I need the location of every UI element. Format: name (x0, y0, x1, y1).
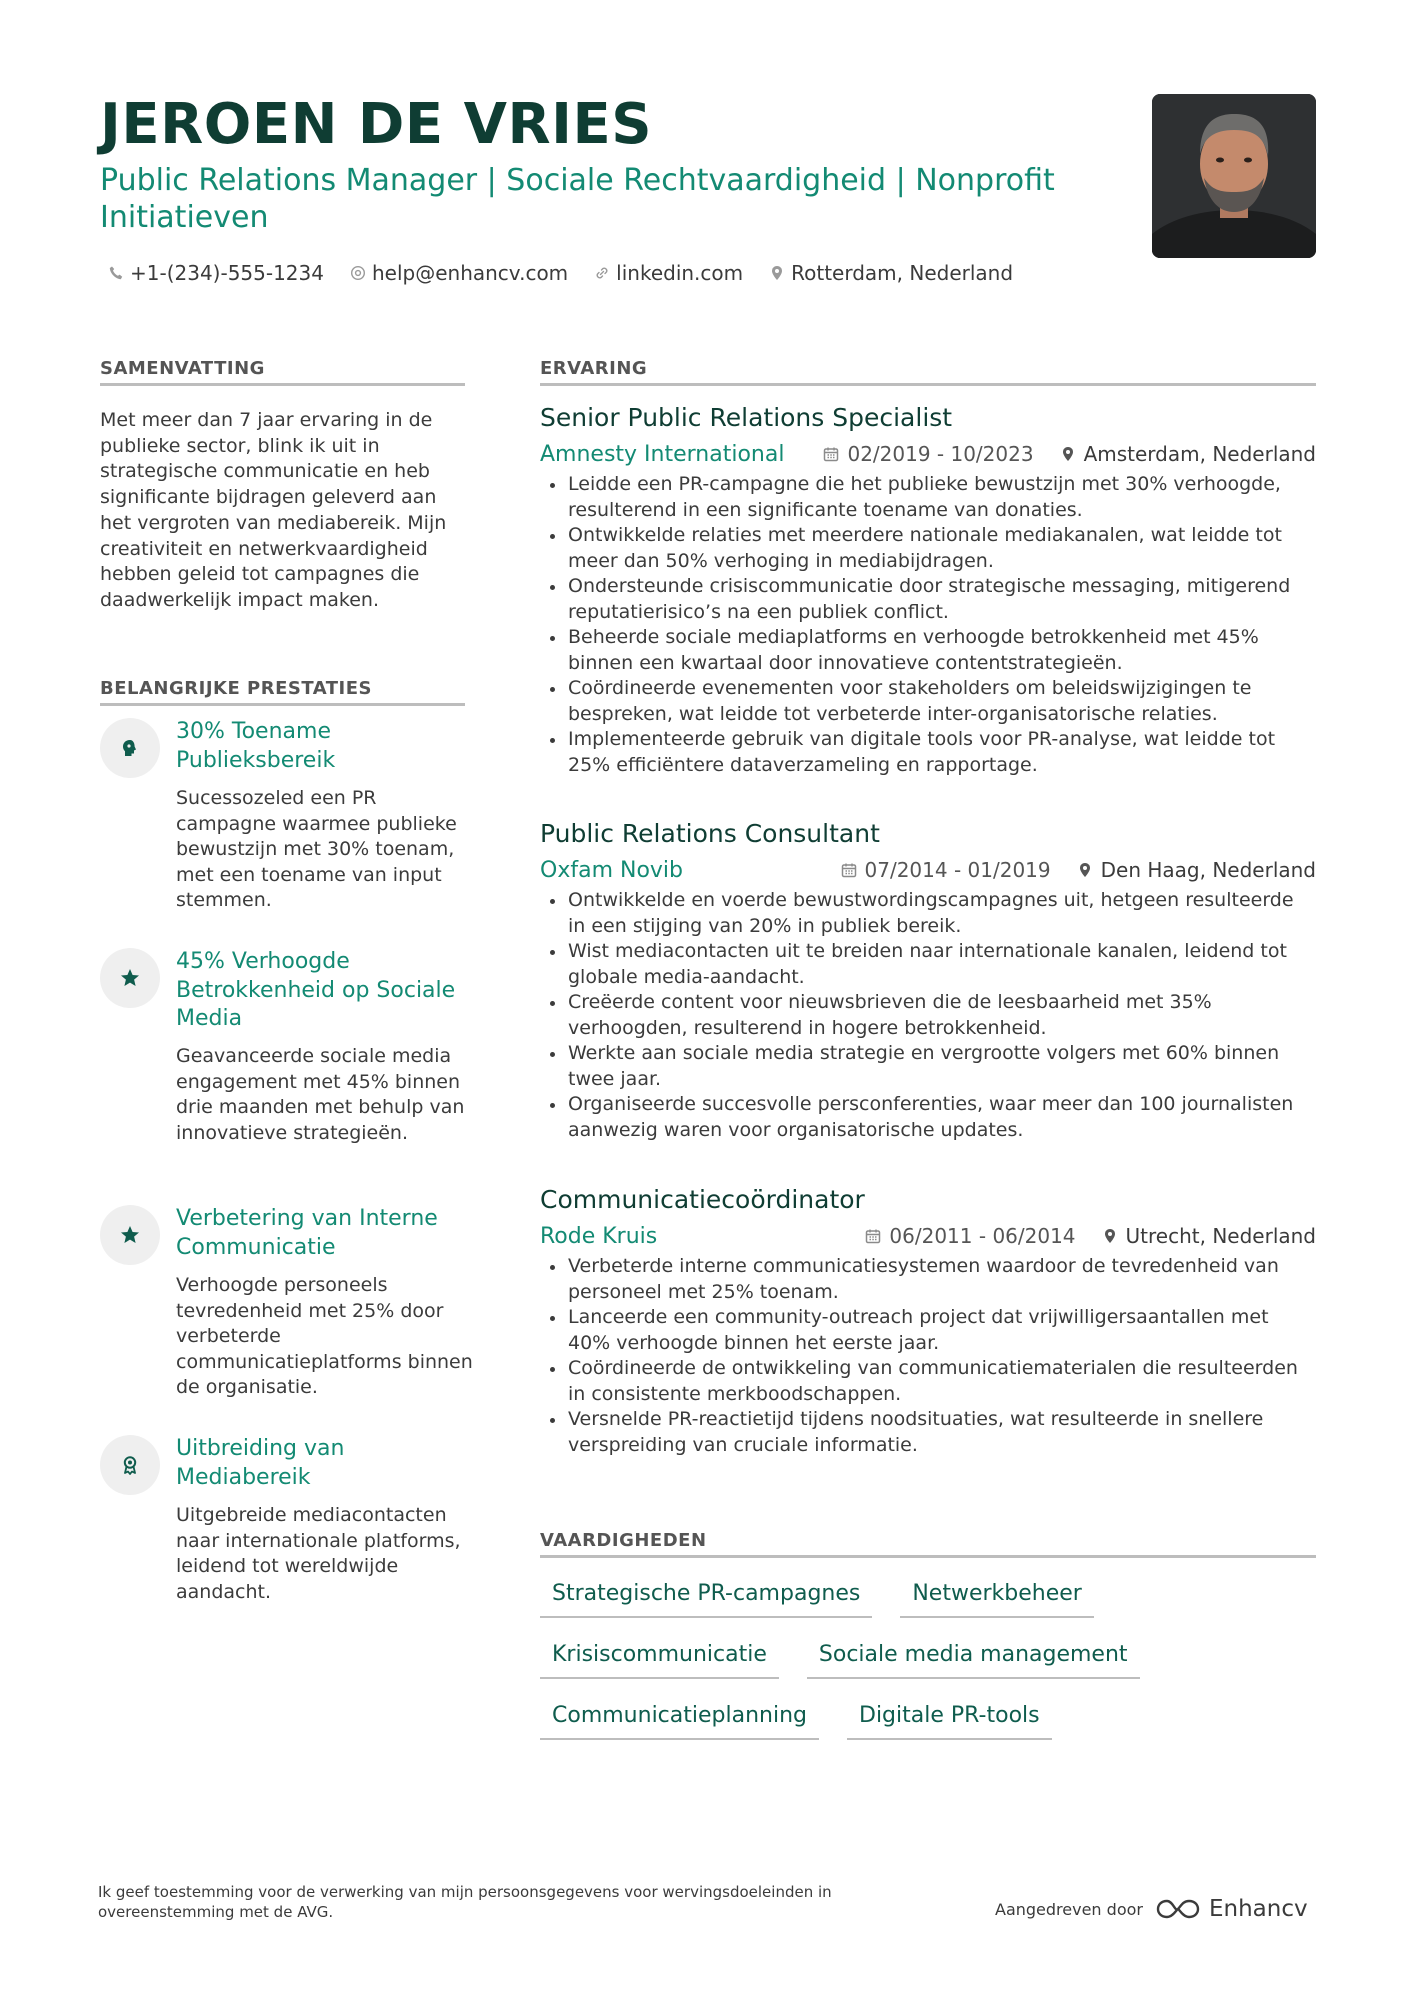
location-pin-icon (1102, 1228, 1118, 1244)
job-meta (540, 440, 1316, 468)
job-dates-text: 07/2014 - 01/2019 (864, 858, 1051, 882)
achievement-title: 30% Toename Publieksbereik (176, 719, 336, 773)
achievement-description: Sucessozeled een PR campagne waarmee publieke bewustzijn met 30% toenam, met een toename van input stemmen. (176, 787, 457, 911)
link-icon (594, 265, 610, 281)
location-pin-icon (1060, 446, 1076, 462)
job-bullet: Werkte aan sociale media strategie en vergrootte volgers met 60% binnen twee jaar. (568, 1041, 1316, 1092)
job-company: Rode Kruis (540, 1223, 658, 1249)
candidate-name: JEROEN DE VRIES (100, 92, 653, 157)
location-pin-icon (769, 265, 785, 281)
job-dates (823, 442, 1033, 466)
contact-phone (108, 261, 324, 285)
achievement-icon-wrap (100, 948, 160, 1008)
powered-by-label: Aangedreven door (995, 1899, 1143, 1919)
experience-entry (540, 1184, 1316, 1458)
job-meta (540, 856, 1316, 884)
job-bullet: Coördineerde evenementen voor stakeholders om beleidswijzigingen te bespreken, wat leidde tot verbeterde inter-organisatorische relaties. (568, 676, 1316, 727)
gdpr-consent: Ik geef toestemming voor de verwerking van mijn persoonsgegevens voor wervingsdoeleinden in overeenstemming met de AVG. (98, 1883, 832, 1921)
job-bullet: Ontwikkelde en voerde bewustwordingscampagnes uit, hetgeen resulteerde in een stijging van 20% in publiek bereik. (568, 888, 1316, 939)
achievement-title: Uitbreiding van Mediabereik (176, 1436, 345, 1490)
job-dates-text: 06/2011 - 06/2014 (889, 1224, 1076, 1248)
calendar-icon (865, 1228, 881, 1244)
skill-tag: Communicatieplanning (540, 1697, 819, 1740)
job-bullet: Creëerde content voor nieuwsbrieven die de leesbaarheid met 35% verhoogden, resulterend in hogere betrokkenheid. (568, 990, 1316, 1041)
job-location (1060, 442, 1316, 466)
skill-tag: Digitale PR-tools (847, 1697, 1052, 1740)
job-bullet: Implementeerde gebruik van digitale tools voor PR-analyse, wat leidde tot 25% efficiëntere dataverzameling en rapportage. (568, 727, 1316, 778)
at-icon (350, 265, 366, 281)
job-location (1077, 858, 1316, 882)
calendar-icon (841, 862, 857, 878)
email-text: help@enhancv.com (371, 261, 569, 285)
job-location (1102, 1224, 1316, 1248)
experience-entry (540, 402, 1316, 778)
location-text: Rotterdam, Nederland (791, 261, 1014, 285)
job-bullet: Beheerde sociale mediaplatforms en verhoogde betrokkenheid met 45% binnen een kwartaal door innovatieve contentstrategieën. (568, 625, 1316, 676)
achievement-icon-wrap (100, 1435, 160, 1495)
portrait-image (1152, 94, 1316, 258)
job-bullet: Leidde een PR-campagne die het publieke bewustzijn met 30% verhoogde, resulterend in een significante toename van donaties. (568, 472, 1316, 523)
job-bullet: Organiseerde succesvolle persconferenties, waar meer dan 100 journalisten aanwezig waren voor organisatorische updates. (568, 1092, 1316, 1143)
contact-email[interactable] (350, 261, 568, 285)
contact-location (769, 261, 1013, 285)
job-meta (540, 1222, 1316, 1250)
powered-by (995, 1896, 1308, 1922)
achievement-description: Geavanceerde sociale media engagement met 45% binnen drie maanden met behulp van innovatieve strategieën. (176, 1045, 465, 1144)
job-bullet: Ontwikkelde relaties met meerdere nationale mediakanalen, wat leidde tot meer dan 50% verhoging in mediabijdragen. (568, 523, 1316, 574)
job-bullet: Verbeterde interne communicatiesystemen waardoor de tevredenheid van personeel met 25% toenam. (568, 1254, 1316, 1305)
experience-entry (540, 818, 1316, 1143)
brand-logo[interactable] (1155, 1896, 1308, 1922)
phone-icon (108, 265, 124, 281)
skill-row (540, 1636, 1316, 1679)
section-title-experience: ERVARING (540, 358, 1316, 386)
section-title-achievements: BELANGRIJKE PRESTATIES (100, 678, 465, 706)
job-dates (841, 858, 1051, 882)
enhancv-logo-icon (1155, 1897, 1201, 1921)
contact-linkedin[interactable] (594, 261, 743, 285)
job-company: Amnesty International (540, 441, 785, 467)
job-title: Communicatiecoördinator (540, 1185, 865, 1214)
job-title: Public Relations Consultant (540, 819, 880, 848)
linkedin-text: linkedin.com (616, 261, 744, 285)
job-location-text: Amsterdam, Nederland (1083, 442, 1316, 466)
candidate-title: Public Relations Manager | Sociale Rechtvaardigheid | Nonprofit Initiatieven (100, 163, 1055, 235)
location-pin-icon (1077, 862, 1093, 878)
profile-photo (1152, 94, 1316, 258)
job-location-text: Den Haag, Nederland (1100, 858, 1316, 882)
job-bullet: Coördineerde de ontwikkeling van communicatiematerialen die resulteerden in consistente merkboodschappen. (568, 1356, 1316, 1407)
job-bullets (540, 472, 1316, 778)
job-company: Oxfam Novib (540, 857, 683, 883)
skill-tag: Netwerkbeheer (900, 1575, 1094, 1618)
job-bullets (540, 1254, 1316, 1458)
calendar-icon (823, 446, 839, 462)
skill-tag: Strategische PR-campagnes (540, 1575, 872, 1618)
star-icon (119, 967, 141, 989)
job-bullet: Ondersteunde crisiscommunicatie door strategische messaging, mitigerend reputatierisico’s na een publiek conflict. (568, 574, 1316, 625)
job-bullet: Wist mediacontacten uit te breiden naar internationale kanalen, leidend tot globale media-aandacht. (568, 939, 1316, 990)
job-dates-text: 02/2019 - 10/2023 (847, 442, 1034, 466)
skill-tag: Krisiscommunicatie (540, 1636, 779, 1679)
job-bullets (540, 888, 1316, 1143)
phone-text: +1-(234)-555-1234 (130, 261, 324, 285)
section-title-summary: SAMENVATTING (100, 358, 465, 386)
achievement-title: Verbetering van Interne Communicatie (176, 1206, 438, 1260)
achievement-icon-wrap (100, 1205, 160, 1265)
job-location-text: Utrecht, Nederland (1125, 1224, 1316, 1248)
summary-text: Met meer dan 7 jaar ervaring in de publieke sector, blink ik uit in strategische communicatie en heb significante bijdragen geleverd aan het vergroten van mediabereik. Mijn creativiteit en netwerkvaardigheid hebben geleid tot campagnes die daadwerkelijk impact maken. (100, 409, 447, 611)
job-title: Senior Public Relations Specialist (540, 403, 953, 432)
brand-name: Enhancv (1208, 1896, 1308, 1922)
brain-head-icon (119, 737, 141, 759)
job-bullet: Lanceerde een community-outreach project dat vrijwilligersaantallen met 40% verhoogde binnen het eerste jaar. (568, 1305, 1316, 1356)
skill-tag: Sociale media management (807, 1636, 1140, 1679)
section-title-skills: VAARDIGHEDEN (540, 1530, 1316, 1558)
skill-row (540, 1575, 1316, 1618)
achievement-title: 45% Verhoogde Betrokkenheid op Sociale Media (176, 949, 456, 1031)
job-dates (865, 1224, 1075, 1248)
achievement-icon-wrap (100, 718, 160, 778)
star-icon (119, 1224, 141, 1246)
skills-list (540, 1575, 1316, 1758)
achievement-description: Verhoogde personeels tevredenheid met 25% door verbeterde communicatieplatforms binnen de organisatie. (176, 1274, 473, 1398)
achievement-description: Uitgebreide mediacontacten naar internationale platforms, leidend tot wereldwijde aandacht. (176, 1504, 461, 1603)
contact-bar (108, 258, 1013, 288)
job-bullet: Versnelde PR-reactietijd tijdens noodsituaties, wat resulteerde in snellere verspreiding van cruciale informatie. (568, 1407, 1316, 1458)
skill-row (540, 1697, 1316, 1740)
award-icon (119, 1454, 141, 1476)
